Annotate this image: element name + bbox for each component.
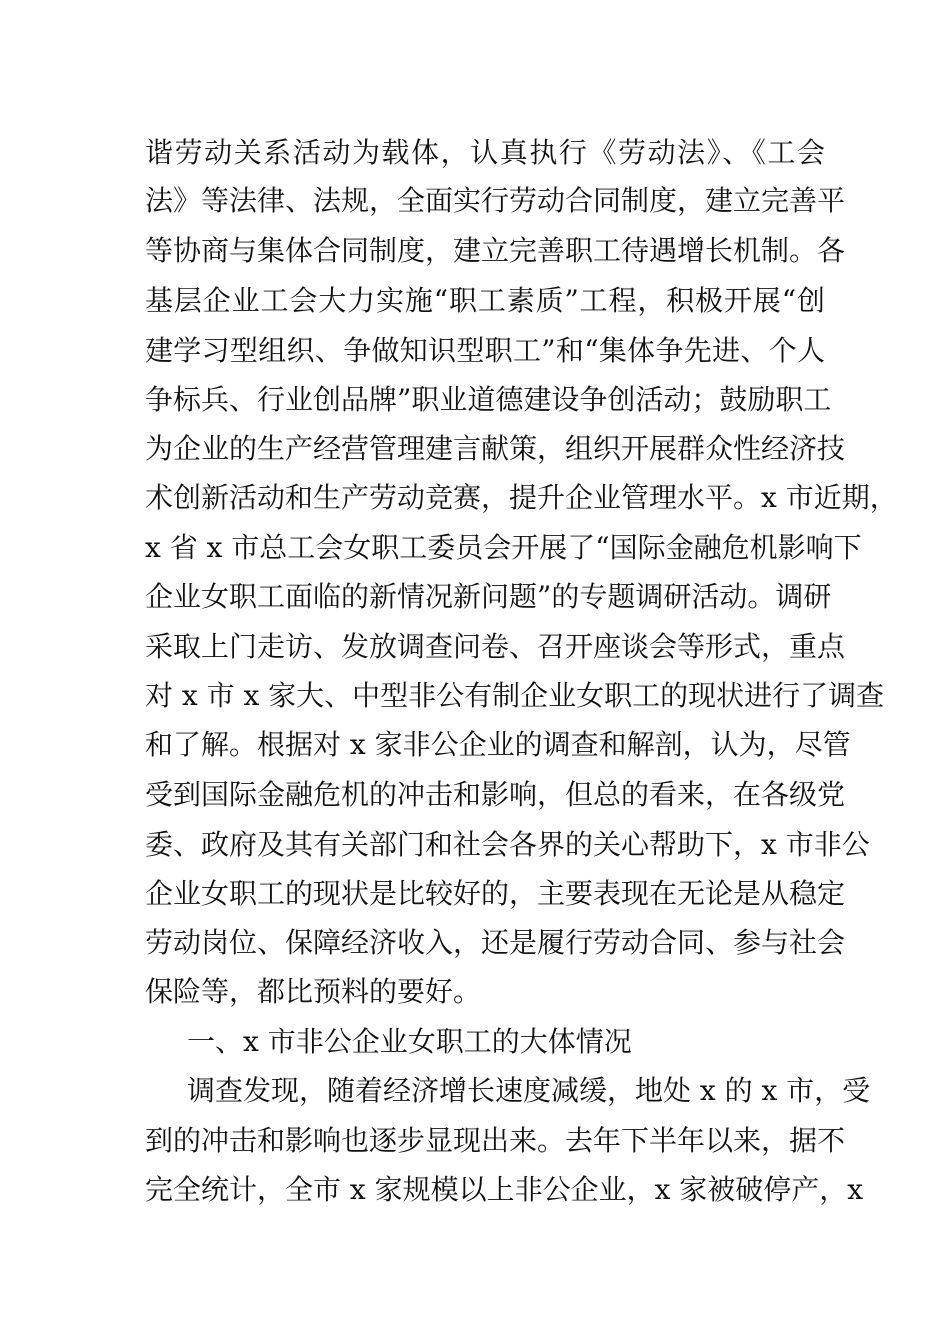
text-line: 谐劳动关系活动为载体，认真执行《劳动法》、《工会: [145, 136, 825, 169]
text-line: 基层企业工会大力实施“职工素质”工程，积极开展“创: [145, 284, 825, 317]
text-line: 术创新活动和生产劳动竞赛，提升企业管理水平。x 市近期，: [145, 481, 898, 514]
section-heading: 一、x 市非公企业女职工的大体情况: [187, 1025, 632, 1058]
text-line: 到的冲击和影响也逐步显现出来。去年下半年以来，据不: [145, 1124, 846, 1157]
text-line: 建学习型组织、争做知识型职工”和“集体争先进、个人: [145, 334, 825, 367]
text-line: 法》等法律、法规，全面实行劳动合同制度，建立完善平: [145, 184, 846, 217]
text-line: x 省 x 市总工会女职工委员会开展了“国际金融危机影响下: [145, 531, 862, 564]
text-line: 等协商与集体合同制度，建立完善职工待遇增长机制。各: [145, 234, 846, 267]
text-line: 争标兵、行业创品牌”职业道德建设争创活动；鼓励职工: [145, 383, 832, 416]
text-line: 完全统计，全市 x 家规模以上非公企业，x 家被破停产，x: [145, 1173, 864, 1206]
paragraph-end-line: 保险等，都比预料的要好。: [145, 975, 482, 1008]
text-line: 劳动岗位、保障经济收入，还是履行劳动合同、参与社会: [145, 926, 846, 959]
text-line: 和了解。根据对 x 家非公企业的调查和解剖，认为，尽管: [145, 728, 851, 761]
text-line: 为企业的生产经营管理建言献策，组织开展群众性经济技: [145, 432, 846, 465]
text-line: 企业女职工面临的新情况新问题”的专题调研活动。调研: [145, 580, 832, 613]
text-line: 采取上门走访、发放调查问卷、召开座谈会等形式，重点: [145, 630, 846, 663]
text-line: 委、政府及其有关部门和社会各界的关心帮助下，x 市非公: [145, 828, 870, 861]
text-line: 对 x 市 x 家大、中型非公有制企业女职工的现状进行了调查: [145, 679, 885, 712]
paragraph-first-line: 调查发现，随着经济增长速度减缓，地处 x 的 x 市，受: [187, 1074, 871, 1107]
text-line: 企业女职工的现状是比较好的，主要表现在无论是从稳定: [145, 877, 846, 910]
text-line: 受到国际金融危机的冲击和影响，但总的看来，在各级党: [145, 778, 846, 811]
